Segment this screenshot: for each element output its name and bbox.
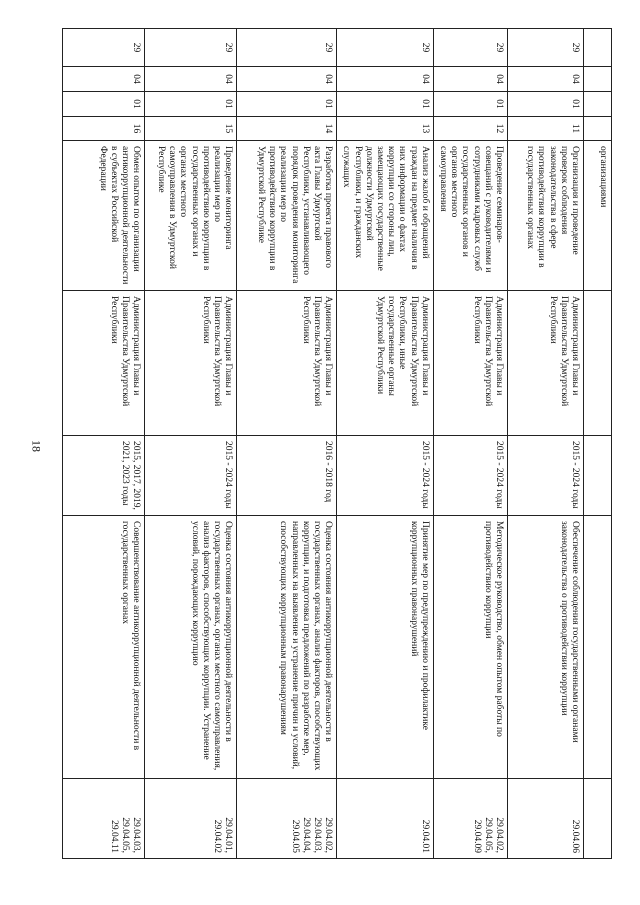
cell-osn: 01 <box>337 92 434 117</box>
cell-term: 2015 - 2024 годы <box>433 436 507 516</box>
table-row <box>145 29 237 859</box>
cell-codes: 29.04.03, 29.04.05, 29.04.11 <box>63 779 145 859</box>
cell-result: Принятие мер по предупреждению и профилактике коррупционных правонарушений <box>337 516 434 779</box>
cell-measure-name: Проведение семинаров-совещаний с руководителями и сотрудниками кадровых служб государственных органов и органов местного самоуправления <box>433 141 507 291</box>
page-number: 18 <box>29 440 44 452</box>
cell-pp: 04 <box>237 67 337 92</box>
rotated-table-wrapper <box>66 28 612 858</box>
cell-num: 15 <box>145 117 237 141</box>
cell-num: 14 <box>237 117 337 141</box>
cell-executor: Администрация Главы и Правительства Удмуртской Республики <box>63 291 145 436</box>
cell-executor: Администрация Главы и Правительства Удмуртской Республики <box>145 291 237 436</box>
cell-num: 11 <box>508 117 584 141</box>
cell-pp: 04 <box>508 67 584 92</box>
cell-measure-name: Организация и проведение проверок соблюдения законодательства в сфере противодействия коррупции в государственных органах <box>508 141 584 291</box>
cell-executor: Администрация Главы и Правительства Удмуртской Республики <box>433 291 507 436</box>
cell-term: 2015 - 2024 годы <box>508 436 584 516</box>
cell-osn: 01 <box>508 92 584 117</box>
cell-term: 2015 - 2024 годы <box>145 436 237 516</box>
cell-gp: 29 <box>337 29 434 67</box>
cell-num: 12 <box>433 117 507 141</box>
cell-term: 2015 - 2024 годы <box>337 436 434 516</box>
cell-executor: Администрация Главы и Правительства Удмуртской Республики <box>508 291 584 436</box>
cell-executor: Администрация Главы и Правительства Удмуртской Республики, иные государственные органы Удмуртской Республики <box>337 291 434 436</box>
table-row <box>63 29 145 859</box>
cell-result: Оценка состояния антикоррупционной деятельности в государственных органах, органах местного самоуправления, анализ факторов, способствующих коррупции. Устранение условий, порождающих коррупцию <box>145 516 237 779</box>
table-row <box>508 29 584 859</box>
cell-measure-name: Разработка проекта правового акта Главы Удмуртской Республики, устанавливающего порядок проведения мониторинга реализации мер по противодействию коррупции в Удмуртской Республике <box>237 141 337 291</box>
cell-num: 16 <box>63 117 145 141</box>
cell-term: 2016 - 2018 год <box>237 436 337 516</box>
cell-pp: 04 <box>337 67 434 92</box>
cell-measure-name: организациями <box>584 141 612 291</box>
cell-osn: 01 <box>145 92 237 117</box>
cell-gp: 29 <box>237 29 337 67</box>
cell-gp: 29 <box>508 29 584 67</box>
cell-measure-name: Анализ жалоб и обращений граждан на предмет наличия в них информации о фактах коррупции со стороны лиц, замещающих государственные должности Удмуртской Республики, и гражданских служащих <box>337 141 434 291</box>
cell-gp: 29 <box>433 29 507 67</box>
cell-measure-name: Проведение мониторинга реализации мер по противодействию коррупции в государственных органах и органах местного самоуправления в Удмуртской Республике <box>145 141 237 291</box>
cell-osn: 01 <box>433 92 507 117</box>
table-row <box>433 29 507 859</box>
table-row <box>237 29 337 859</box>
cell-executor: Администрация Главы и Правительства Удмуртской Республики <box>237 291 337 436</box>
table-row-continuation <box>584 29 612 859</box>
cell-codes: 29.04.01, 29.04.02 <box>145 779 237 859</box>
cell-osn: 01 <box>63 92 145 117</box>
cell-term: 2015, 2017, 2019, 2021, 2023 годы <box>63 436 145 516</box>
cell-measure-name: Обмен опытом по организации антикоррупционной деятельности в субъектах Российской Федерации <box>63 141 145 291</box>
cell-gp: 29 <box>145 29 237 67</box>
cell-result: Обеспечение соблюдения государственными органами законодательства о противодействии коррупции <box>508 516 584 779</box>
cell-result: Методическое руководство, обмен опытом работы по противодействию коррупции <box>433 516 507 779</box>
cell-codes: 29.04.01 <box>337 779 434 859</box>
cell-gp: 29 <box>63 29 145 67</box>
cell-codes: 29.04.02, 29.04.05, 29.04.09 <box>433 779 507 859</box>
cell-codes: 29.04.02, 29.04.03, 29.04.04, 29.04.05 <box>237 779 337 859</box>
cell-codes: 29.04.06 <box>508 779 584 859</box>
table-row <box>337 29 434 859</box>
cell-pp: 04 <box>63 67 145 92</box>
cell-num: 13 <box>337 117 434 141</box>
cell-pp: 04 <box>433 67 507 92</box>
cell-result: Совершенствование антикоррупционной деятельности в государственных органах <box>63 516 145 779</box>
program-measures-table <box>62 28 612 859</box>
cell-pp: 04 <box>145 67 237 92</box>
cell-osn: 01 <box>237 92 337 117</box>
cell-result: Оценка состояния антикоррупционной деятельности в государственных органах, анализ факторов, способствующих коррупции, и подготовка предложений по разработке мер, направленных на выявление и устранение причин и условий, способствующих коррупционным правонарушениям <box>237 516 337 779</box>
